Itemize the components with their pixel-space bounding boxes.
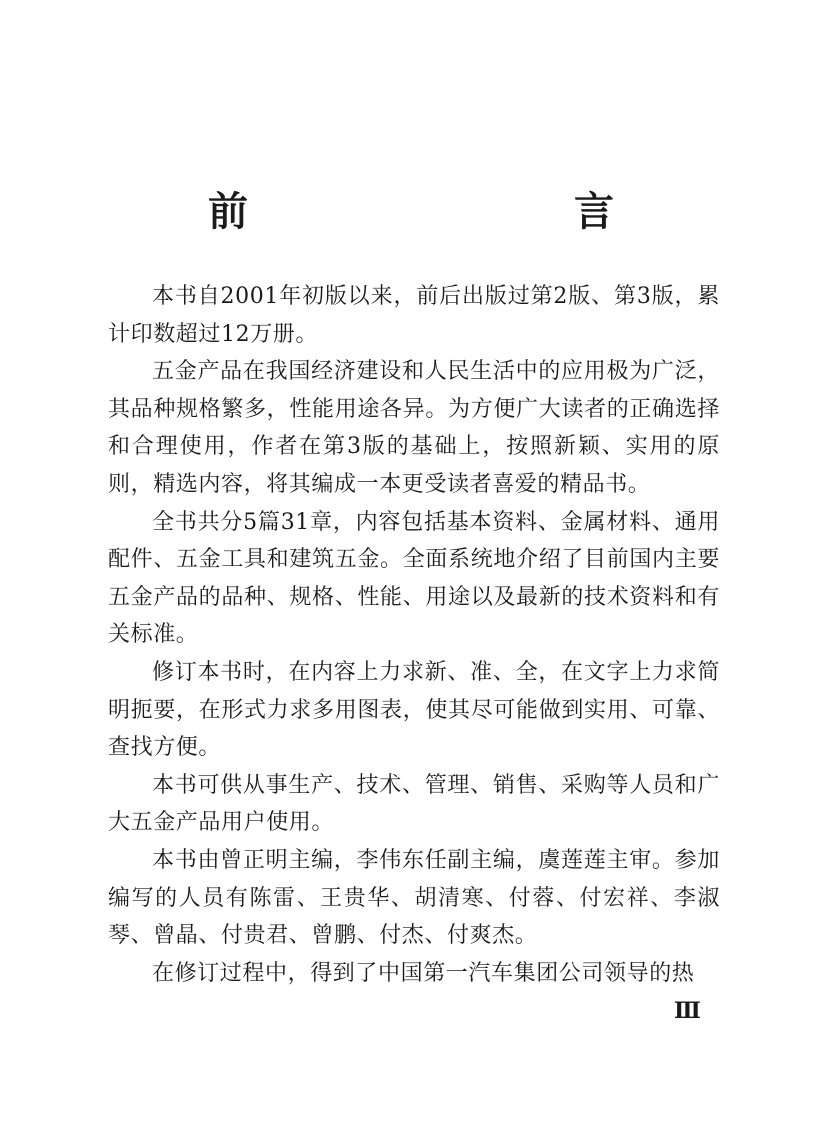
page-number: Ⅲ xyxy=(674,998,701,1024)
preface-body xyxy=(108,278,720,992)
paragraph-acknowledgement: 在修订过程中，得到了中国第一汽车集团公司领导的热 xyxy=(152,960,695,986)
paragraph-purpose: 五金产品在我国经济建设和人民生活中的应用极为广泛，其品种规格繁多，性能用途各异。为方便广大读者的正确选择和合理使用，作者在第3版的基础上，按照新颖、实用的原则，精选内容，将其编成一本更受读者喜爱的精品书。 xyxy=(108,359,720,497)
page-title: 前 言 xyxy=(208,188,696,235)
paragraph-audience: 本书可供从事生产、技术、管理、销售、采购等人员和广大五金产品用户使用。 xyxy=(108,772,720,836)
paragraph-revision: 修订本书时，在内容上力求新、准、全，在文字上力求简明扼要，在形式力求多用图表，使其尽可能做到实用、可靠、查找方便。 xyxy=(108,659,720,761)
paragraph-edition-history: 本书自2001年初版以来，前后出版过第2版、第3版，累计印数超过12万册。 xyxy=(108,284,720,347)
paragraph-contents: 全书共分5篇31章，内容包括基本资料、金属材料、通用配件、五金工具和建筑五金。全面系统地介绍了目前国内主要五金产品的品种、规格、性能、用途以及最新的技术资料和有关标准。 xyxy=(108,509,720,648)
paragraph-authors: 本书由曾正明主编，李伟东任副主编，虞莲莲主审。参加编写的人员有陈雷、王贵华、胡清寒、付蓉、付宏祥、李淑琴、曾晶、付贵君、曾鹏、付杰、付爽杰。 xyxy=(108,847,720,949)
